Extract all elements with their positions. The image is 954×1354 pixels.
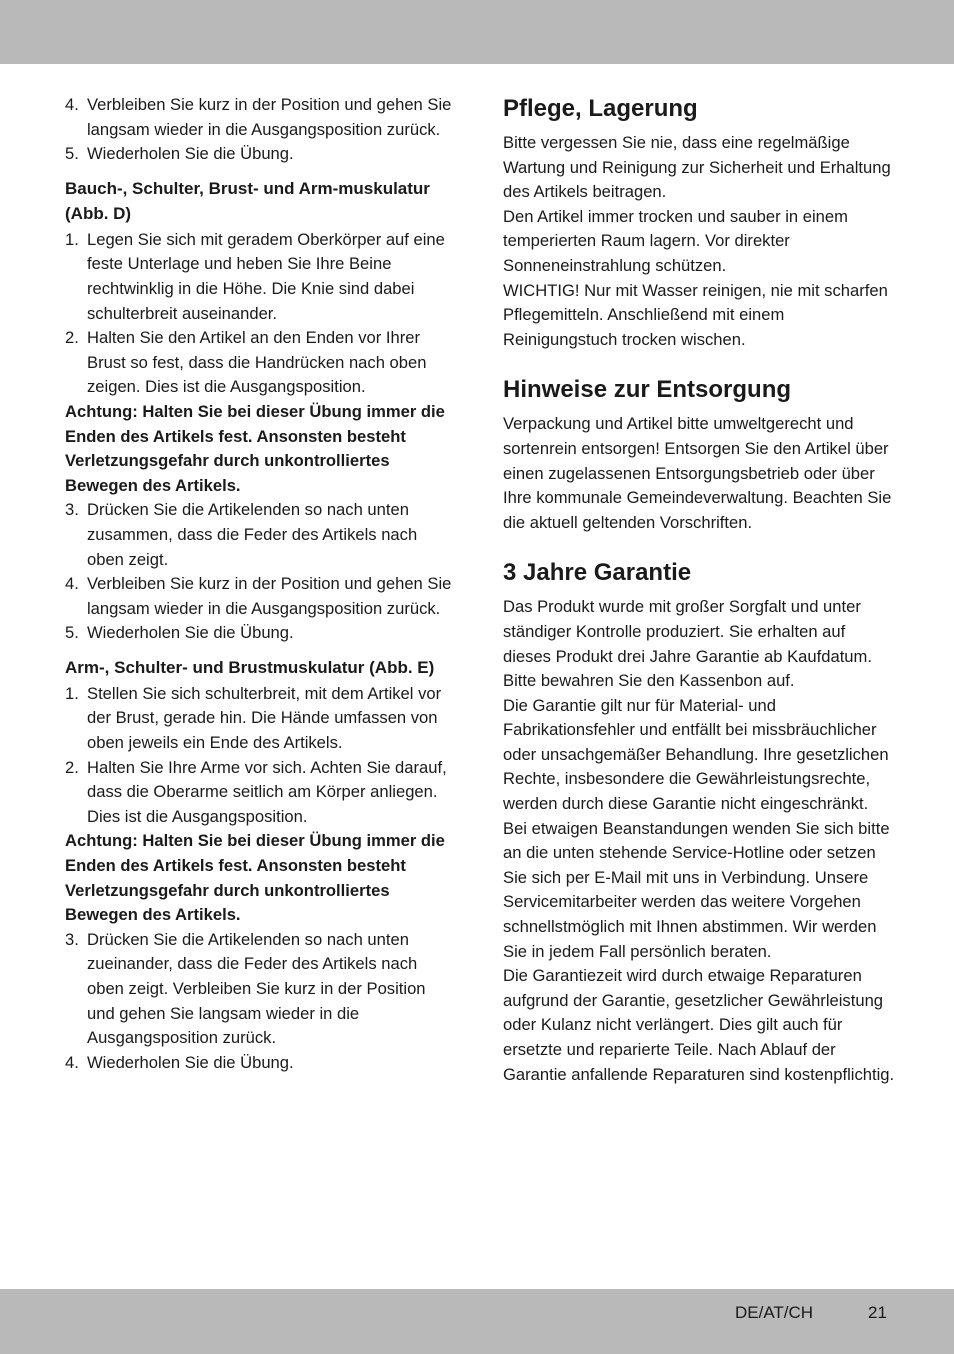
step-text: Wiederholen Sie die Übung. xyxy=(87,623,294,643)
step-number: 5. xyxy=(65,144,79,164)
list-item xyxy=(65,756,455,830)
section-heading-d: Bauch-, Schulter, Brust- und Arm-muskulatur (Abb. D) xyxy=(65,178,430,223)
list-item xyxy=(65,498,455,572)
step-text: Drücken Sie die Artikelenden so nach unten zusammen, dass die Feder des Artikels nach oben zeigt. xyxy=(87,500,418,569)
header-bar xyxy=(0,0,954,64)
footer-region: DE/AT/CH xyxy=(735,1303,814,1322)
paragraph: Bitte vergessen Sie nie, dass eine regelmäßige Wartung und Reinigung zur Sicherheit und Erhaltung des Artikels beitragen. xyxy=(503,133,891,202)
step-text: Verbleiben Sie kurz in der Position und gehen Sie langsam wieder in die Ausgangsposition zurück. xyxy=(87,574,452,618)
care-section xyxy=(503,93,895,352)
step-text: Wiederholen Sie die Übung. xyxy=(87,144,294,164)
warranty-section xyxy=(503,557,895,1087)
paragraph: Das Produkt wurde mit großer Sorgfalt und unter ständiger Kontrolle produziert. Sie erhalten auf dieses Produkt drei Jahre Garantie ab Kaufdatum. Bitte bewahren Sie den Kassenbon auf. xyxy=(503,597,872,691)
step-text: Halten Sie den Artikel an den Enden vor Ihrer Brust so fest, dass die Handrücken nach oben zeigen. Dies ist die Ausgangsposition. xyxy=(87,328,427,397)
page-number: 21 xyxy=(868,1303,887,1322)
steps-e-a xyxy=(65,682,455,830)
list-item xyxy=(65,228,455,326)
left-column xyxy=(65,93,455,1075)
step-number: 3. xyxy=(65,929,79,949)
step-number: 4. xyxy=(65,95,79,114)
step-number: 1. xyxy=(65,683,79,703)
step-text: Verbleiben Sie kurz in der Position und gehen Sie langsam wieder in die Ausgangsposition zurück. xyxy=(87,95,452,139)
paragraph: Die Garantiezeit wird durch etwaige Reparaturen aufgrund der Garantie, gesetzlicher Gewährleistung oder Kulanz nicht verlängert. Dies gilt auch für ersetzte und reparierte Teile. Nach Ablauf der Garantie anfallende Reparaturen sind kostenpflichtig. xyxy=(503,966,895,1084)
step-text: Stellen Sie sich schulterbreit, mit dem Artikel vor der Brust, gerade hin. Die Hände umfassen von oben jeweils ein Ende des Artikels. xyxy=(87,683,442,753)
warning-text-d: Achtung: Halten Sie bei dieser Übung immer die Enden des Artikels fest. Ansonsten besteht Verletzungsgefahr durch unkontrolliertes Bewegen des Artikels. xyxy=(65,401,445,495)
step-number: 2. xyxy=(65,328,79,348)
list-item xyxy=(65,621,455,646)
list-item xyxy=(65,682,455,756)
step-number: 3. xyxy=(65,500,79,520)
disposal-heading: Hinweise zur Entsorgung xyxy=(503,376,792,404)
step-number: 2. xyxy=(65,757,79,777)
paragraph: Bei etwaigen Beanstandungen wenden Sie sich bitte an die unten stehende Service-Hotline oder setzen Sie sich per E-Mail mit uns in Verbindung. Unsere Servicemitarbeiter werden das weitere Vorgehen schnellstmöglich mit Ihnen abstimmen. Wir werden Sie in jedem Fall persönlich beraten. xyxy=(503,818,890,961)
warning-text-e: Achtung: Halten Sie bei dieser Übung immer die Enden des Artikels fest. Ansonsten besteht Verletzungsgefahr durch unkontrolliertes Bewegen des Artikels. xyxy=(65,831,445,925)
steps-d-a xyxy=(65,228,455,400)
step-number: 4. xyxy=(65,1052,79,1072)
step-text: Wiederholen Sie die Übung. xyxy=(87,1052,294,1072)
steps-d-b xyxy=(65,498,455,646)
list-continued xyxy=(65,93,455,167)
list-item xyxy=(65,142,455,167)
steps-e-b xyxy=(65,928,455,1076)
paragraph: Verpackung und Artikel bitte umweltgerecht und sortenrein entsorgen! Entsorgen Sie den Artikel über einen zugelassenen Entsorgungsbetrieb oder über Ihre kommunale Gemeindeverwaltung. Beachten Sie die aktuell geltenden Vorschriften. xyxy=(503,414,892,532)
section-heading-e: Arm-, Schulter- und Brustmuskulatur (Abb. E) xyxy=(65,657,435,677)
paragraph: WICHTIG! Nur mit Wasser reinigen, nie mit scharfen Pflegemitteln. Anschließend mit einem Reinigungstuch trocken wischen. xyxy=(503,280,888,349)
step-text: Drücken Sie die Artikelenden so nach unten zueinander, dass die Feder des Artikels nach oben zeigt. Verbleiben Sie kurz in der Position und gehen Sie langsam wieder in die Ausgangsposition zurück. xyxy=(87,929,426,1048)
list-item xyxy=(65,928,455,1051)
step-text: Legen Sie sich mit geradem Oberkörper auf eine feste Unterlage und heben Sie Ihre Beine rechtwinklig in die Höhe. Die Knie sind dabei schulterbreit auseinander. xyxy=(87,229,445,323)
list-item xyxy=(65,572,455,621)
list-item xyxy=(65,326,455,400)
list-item xyxy=(65,1051,455,1076)
paragraph: Die Garantie gilt nur für Material- und Fabrikationsfehler und entfällt bei missbräuchlicher oder unsachgemäßer Behandlung. Ihre gesetzlichen Rechte, insbesondere die Gewährleistungsrechte, werden durch diese Garantie nicht eingeschränkt. xyxy=(503,695,889,814)
step-number: 4. xyxy=(65,574,79,594)
right-column xyxy=(503,93,895,1109)
paragraph: Den Artikel immer trocken und sauber in einem temperierten Raum lagern. Vor direkter Sonneneinstrahlung schützen. xyxy=(503,206,848,275)
step-number: 1. xyxy=(65,229,79,249)
care-heading: Pflege, Lagerung xyxy=(503,95,698,122)
step-text: Halten Sie Ihre Arme vor sich. Achten Sie darauf, dass die Oberarme seitlich am Körper anliegen. Dies ist die Ausgangsposition. xyxy=(87,757,447,826)
warranty-heading: 3 Jahre Garantie xyxy=(503,559,692,587)
disposal-section xyxy=(503,374,895,535)
step-number: 5. xyxy=(65,623,79,643)
list-item xyxy=(65,93,455,142)
